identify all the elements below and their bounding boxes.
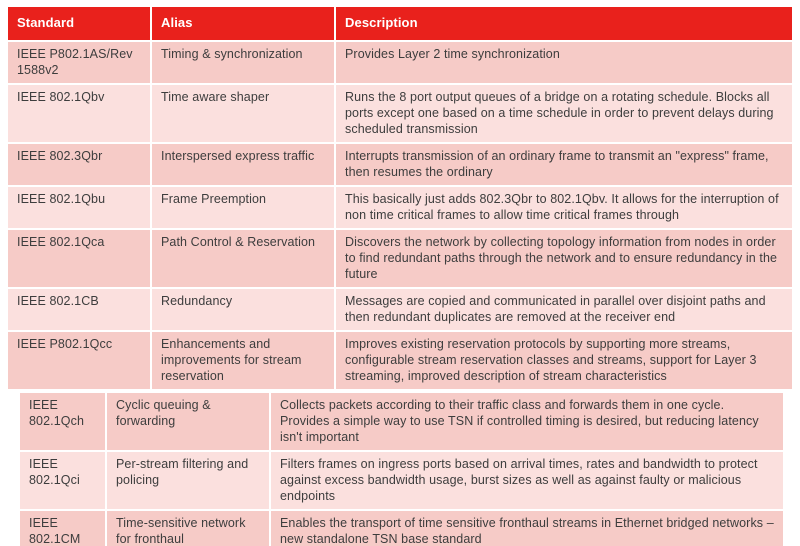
- cell-description: Provides Layer 2 time synchronization: [336, 42, 792, 83]
- cell-description: Enables the transport of time sensitive fronthaul streams in Ethernet bridged networks – new standalone TSN base standard: [271, 511, 783, 546]
- cell-standard: IEEE 802.1CB: [8, 289, 150, 330]
- cell-alias: Timing & synchronization: [152, 42, 334, 83]
- cell-standard: IEEE 802.1Qci: [20, 452, 105, 509]
- cell-alias: Time-sensitive network for fronthaul: [107, 511, 269, 546]
- column-header-description: Description: [336, 7, 792, 40]
- cell-description: Messages are copied and communicated in parallel over disjoint paths and then redundant duplicates are removed at the receiver end: [336, 289, 792, 330]
- tsn-standards-table-continued: [20, 393, 783, 546]
- cell-alias: Path Control & Reservation: [152, 230, 334, 287]
- cell-standard: IEEE P802.1AS/Rev 1588v2: [8, 42, 150, 83]
- cell-standard: IEEE 802.1CM: [20, 511, 105, 546]
- tsn-standards-table-main: [8, 7, 792, 389]
- cell-description: Runs the 8 port output queues of a bridge on a rotating schedule. Blocks all ports except one based on a time schedule in order to prevent delays during scheduled transmission: [336, 85, 792, 142]
- column-header-alias: Alias: [152, 7, 334, 40]
- cell-standard: IEEE P802.1Qcc: [8, 332, 150, 389]
- cell-standard: IEEE 802.1Qch: [20, 393, 105, 450]
- cell-description: Improves existing reservation protocols by supporting more streams, configurable stream reservation classes and streams, support for Layer 3 streaming, improved description of stream characteristics: [336, 332, 792, 389]
- cell-description: Collects packets according to their traffic class and forwards them in one cycle. Provides a simple way to use TSN if controlled timing is desired, but reducing latency isn't important: [271, 393, 783, 450]
- column-header-standard: Standard: [8, 7, 150, 40]
- cell-alias: Time aware shaper: [152, 85, 334, 142]
- cell-standard: IEEE 802.1Qbu: [8, 187, 150, 228]
- cell-alias: Redundancy: [152, 289, 334, 330]
- cell-alias: Enhancements and improvements for stream reservation: [152, 332, 334, 389]
- cell-standard: IEEE 802.1Qca: [8, 230, 150, 287]
- cell-alias: Interspersed express traffic: [152, 144, 334, 185]
- cell-description: This basically just adds 802.3Qbr to 802.1Qbv. It allows for the interruption of non time critical frames to allow time critical frames through: [336, 187, 792, 228]
- cell-alias: Frame Preemption: [152, 187, 334, 228]
- cell-description: Interrupts transmission of an ordinary frame to transmit an "express" frame, then resumes the ordinary: [336, 144, 792, 185]
- cell-alias: Per-stream filtering and policing: [107, 452, 269, 509]
- cell-description: Filters frames on ingress ports based on arrival times, rates and bandwidth to protect against excess bandwidth usage, burst sizes as well as against faulty or malicious endpoints: [271, 452, 783, 509]
- cell-description: Discovers the network by collecting topology information from nodes in order to find redundant paths through the network and to ensure redundancy in the future: [336, 230, 792, 287]
- cell-standard: IEEE 802.1Qbv: [8, 85, 150, 142]
- cell-standard: IEEE 802.3Qbr: [8, 144, 150, 185]
- cell-alias: Cyclic queuing & forwarding: [107, 393, 269, 450]
